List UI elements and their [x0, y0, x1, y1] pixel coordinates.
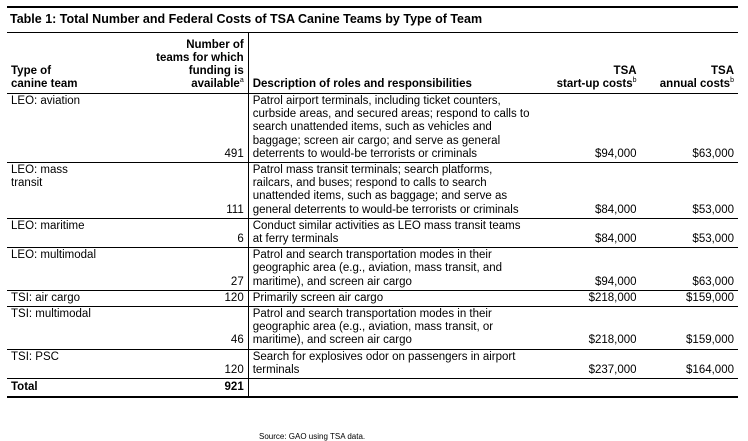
table-row — [7, 349, 738, 378]
header-annual-costs: TSA annual costs$^b$ — [641, 33, 738, 94]
cell-description: Search for explosives odor on passengers in airport terminals — [248, 349, 540, 378]
header-description: Description of roles and responsibilities — [248, 33, 540, 94]
cell-startup-cost: $218,000 — [540, 307, 640, 350]
cell-startup-cost: $94,000 — [540, 248, 640, 291]
cell-description: Primarily screen air cargo — [248, 290, 540, 306]
cell-team-type: LEO: aviation — [7, 94, 152, 163]
header-startup-costs: TSA start-up costs$^b$ — [540, 33, 640, 94]
cell-description: Patrol mass transit terminals; search platforms, railcars, and buses; respond to calls to search unattended items, such as baggage; and serve as general deterrents to would-be terrorists or criminals — [248, 163, 540, 219]
cell-team-count: 111 — [152, 163, 248, 219]
cell-team-type: TSI: PSC — [7, 349, 152, 378]
cell-team-count: 120 — [152, 349, 248, 378]
cell-startup-cost: $94,000 — [540, 94, 640, 163]
table-body — [7, 94, 738, 398]
document-page — [7, 6, 738, 441]
header-number: Number of teams for which funding is available$^a$ — [152, 33, 248, 94]
source-note: Source: GAO using TSA data. — [259, 432, 366, 441]
cell-team-type: LEO: maritime — [7, 218, 152, 247]
header-type: Type of canine team — [7, 33, 152, 94]
table-row — [7, 163, 738, 219]
cell-startup-cost: $84,000 — [540, 163, 640, 219]
cell-annual-cost: $53,000 — [641, 163, 738, 219]
cell-annual-cost: $53,000 — [641, 218, 738, 247]
table-row — [7, 94, 738, 163]
cell-startup-cost: $218,000 — [540, 290, 640, 306]
cell-annual-cost: $63,000 — [641, 248, 738, 291]
cell-startup-cost: $237,000 — [540, 349, 640, 378]
table-row — [7, 218, 738, 247]
table-header — [7, 33, 738, 94]
table-row — [7, 307, 738, 350]
table-title: Table 1: Total Number and Federal Costs of TSA Canine Teams by Type of Team — [7, 6, 738, 33]
canine-teams-table — [7, 33, 738, 398]
cell-annual-cost: $164,000 — [641, 349, 738, 378]
cell-annual-cost: $159,000 — [641, 290, 738, 306]
cell-startup-cost: $84,000 — [540, 218, 640, 247]
cell-team-type: TSI: multimodal — [7, 307, 152, 350]
cell-description: Patrol and search transportation modes in their geographic area (e.g., aviation, mass transit, and maritime), and screen air cargo — [248, 248, 540, 291]
total-count: 921 — [152, 379, 248, 398]
total-row — [7, 379, 738, 398]
cell-team-count: 46 — [152, 307, 248, 350]
cell-team-count: 491 — [152, 94, 248, 163]
cell-team-type: LEO: mass transit — [7, 163, 152, 219]
cell-description: Patrol airport terminals, including ticket counters, curbside areas, and secured areas; respond to calls to search unattended items, such as vehicles and baggage; screen air cargo; and serve as general deterrents to would-be terrorists or criminals — [248, 94, 540, 163]
table-row — [7, 290, 738, 306]
cell-annual-cost: $63,000 — [641, 94, 738, 163]
cell-team-type: TSI: air cargo — [7, 290, 152, 306]
cell-team-type: LEO: multimodal — [7, 248, 152, 291]
cell-annual-cost: $159,000 — [641, 307, 738, 350]
cell-team-count: 27 — [152, 248, 248, 291]
cell-description: Conduct similar activities as LEO mass transit teams at ferry terminals — [248, 218, 540, 247]
cell-team-count: 120 — [152, 290, 248, 306]
cell-team-count: 6 — [152, 218, 248, 247]
table-row — [7, 248, 738, 291]
cell-description: Patrol and search transportation modes in their geographic area (e.g., aviation, mass transit, or maritime), and screen air cargo — [248, 307, 540, 350]
total-label: Total — [7, 379, 152, 398]
